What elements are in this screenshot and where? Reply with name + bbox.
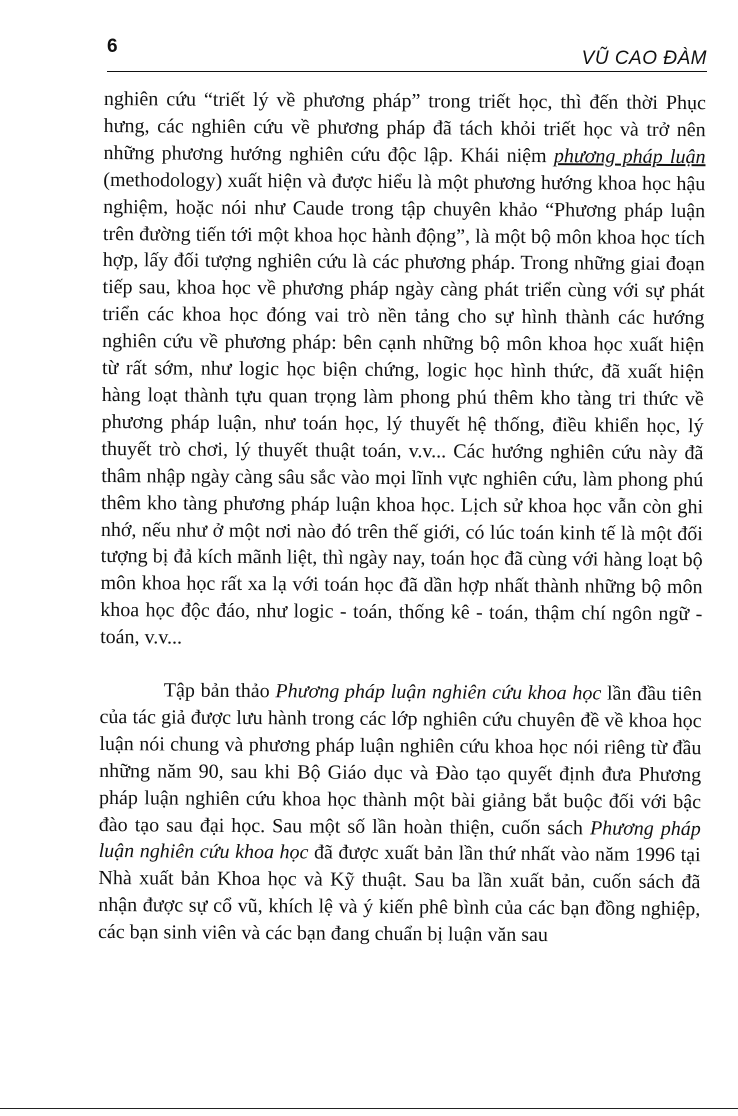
paragraph-2	[98, 677, 702, 950]
running-head-author: VŨ CAO ĐÀM	[581, 48, 707, 69]
paragraph-1-part-1: nghiên cứu “triết lý về phương pháp” trong triết học, thì đến thời Phục hưng, các nghiên cứu về phương pháp đã tách khỏi triết học và trở nên những phương hướng nghiên cứu độc lập. Khái niệm	[103, 87, 706, 167]
scan-bottom-edge	[0, 1108, 738, 1109]
paragraph-2-part-1: Tập bản thảo	[163, 679, 276, 703]
book-title-1: Phương pháp luận nghiên cứu khoa học	[275, 680, 602, 705]
page-number: 6	[107, 36, 118, 57]
page-header	[107, 36, 707, 70]
body-text	[98, 86, 706, 950]
term-methodology: phương pháp luận	[553, 144, 706, 169]
header-rule	[107, 71, 707, 72]
book-title-2: Phương pháp luận nghiên cứu khoa học	[98, 816, 701, 864]
paragraph-1-part-2: (methodology) xuất hiện và được hiểu là một phương hướng khoa học hậu nghiệm, hoặc nói như Caude trong tập chuyên khảo “Phương pháp luận trên đường tiến tới một khoa học hành động”, là một bộ môn khoa học tích hợp, lấy đối tượng nghiên cứu là các phương pháp. Trong những giai đoạn tiếp sau, khoa học về phương pháp ngày càng phát triển cùng với sự phát triển các khoa học đóng vai trò nền tảng cho sự hình thành các hướng nghiên cứu về phương pháp: bên cạnh những bộ môn khoa học xuất hiện từ rất sớm, như logic học biện chứng, logic học hình thức, đã xuất hiện hàng loạt thành tựu quan trọng làm phong phú thêm kho tàng tri thức về phương pháp luận, như toán học, lý thuyết hệ thống, điều khiển học, lý thuyết trò chơi, lý thuyết thuật toán, v.v... Các hướng nghiên cứu này đã thâm nhập ngày càng sâu sắc vào mọi lĩnh vực nghiên cứu, làm phong phú thêm kho tàng phương pháp luận khoa học. Lịch sử khoa học vẫn còn ghi nhớ, nếu như ở một nơi nào đó trên thế giới, có lúc toán kinh tế là một đối tượng bị đả kích mãnh liệt, thì ngày nay, toán học đã cùng với hàng loạt bộ môn khoa học rất xa lạ với toán học đã dần hợp nhất thành những bộ môn khoa học độc đáo, như logic - toán, thống kê - toán, thậm chí ngôn ngữ - toán, v.v...	[100, 168, 706, 649]
paragraph-2-part-2: lần đầu tiên của tác giả được lưu hành trong các lớp nghiên cứu chuyên đề về khoa học luận nói chung và phương pháp luận nghiên cứu khoa học nói riêng từ đầu những năm 90, sau khi Bộ Giáo dục và Đào tạo quyết định đưa Phương pháp luận nghiên cứu khoa học thành một bài giảng bắt buộc đối với bậc đào tạo sau đại học. Sau một số lần hoàn thiện, cuốn sách	[98, 682, 702, 839]
paragraph-1	[100, 86, 706, 655]
paragraph-2-part-3: đã được xuất bản lần thứ nhất vào năm 1996 tại Nhà xuất bản Khoa học và Kỹ thuật. Sau ba lần xuất bản, cuốn sách đã nhận được sự cổ vũ, khích lệ và ý kiến phê bình của các bạn đồng nghiệp, các bạn sinh viên và các bạn đang chuẩn bị luận văn sau	[98, 841, 701, 947]
